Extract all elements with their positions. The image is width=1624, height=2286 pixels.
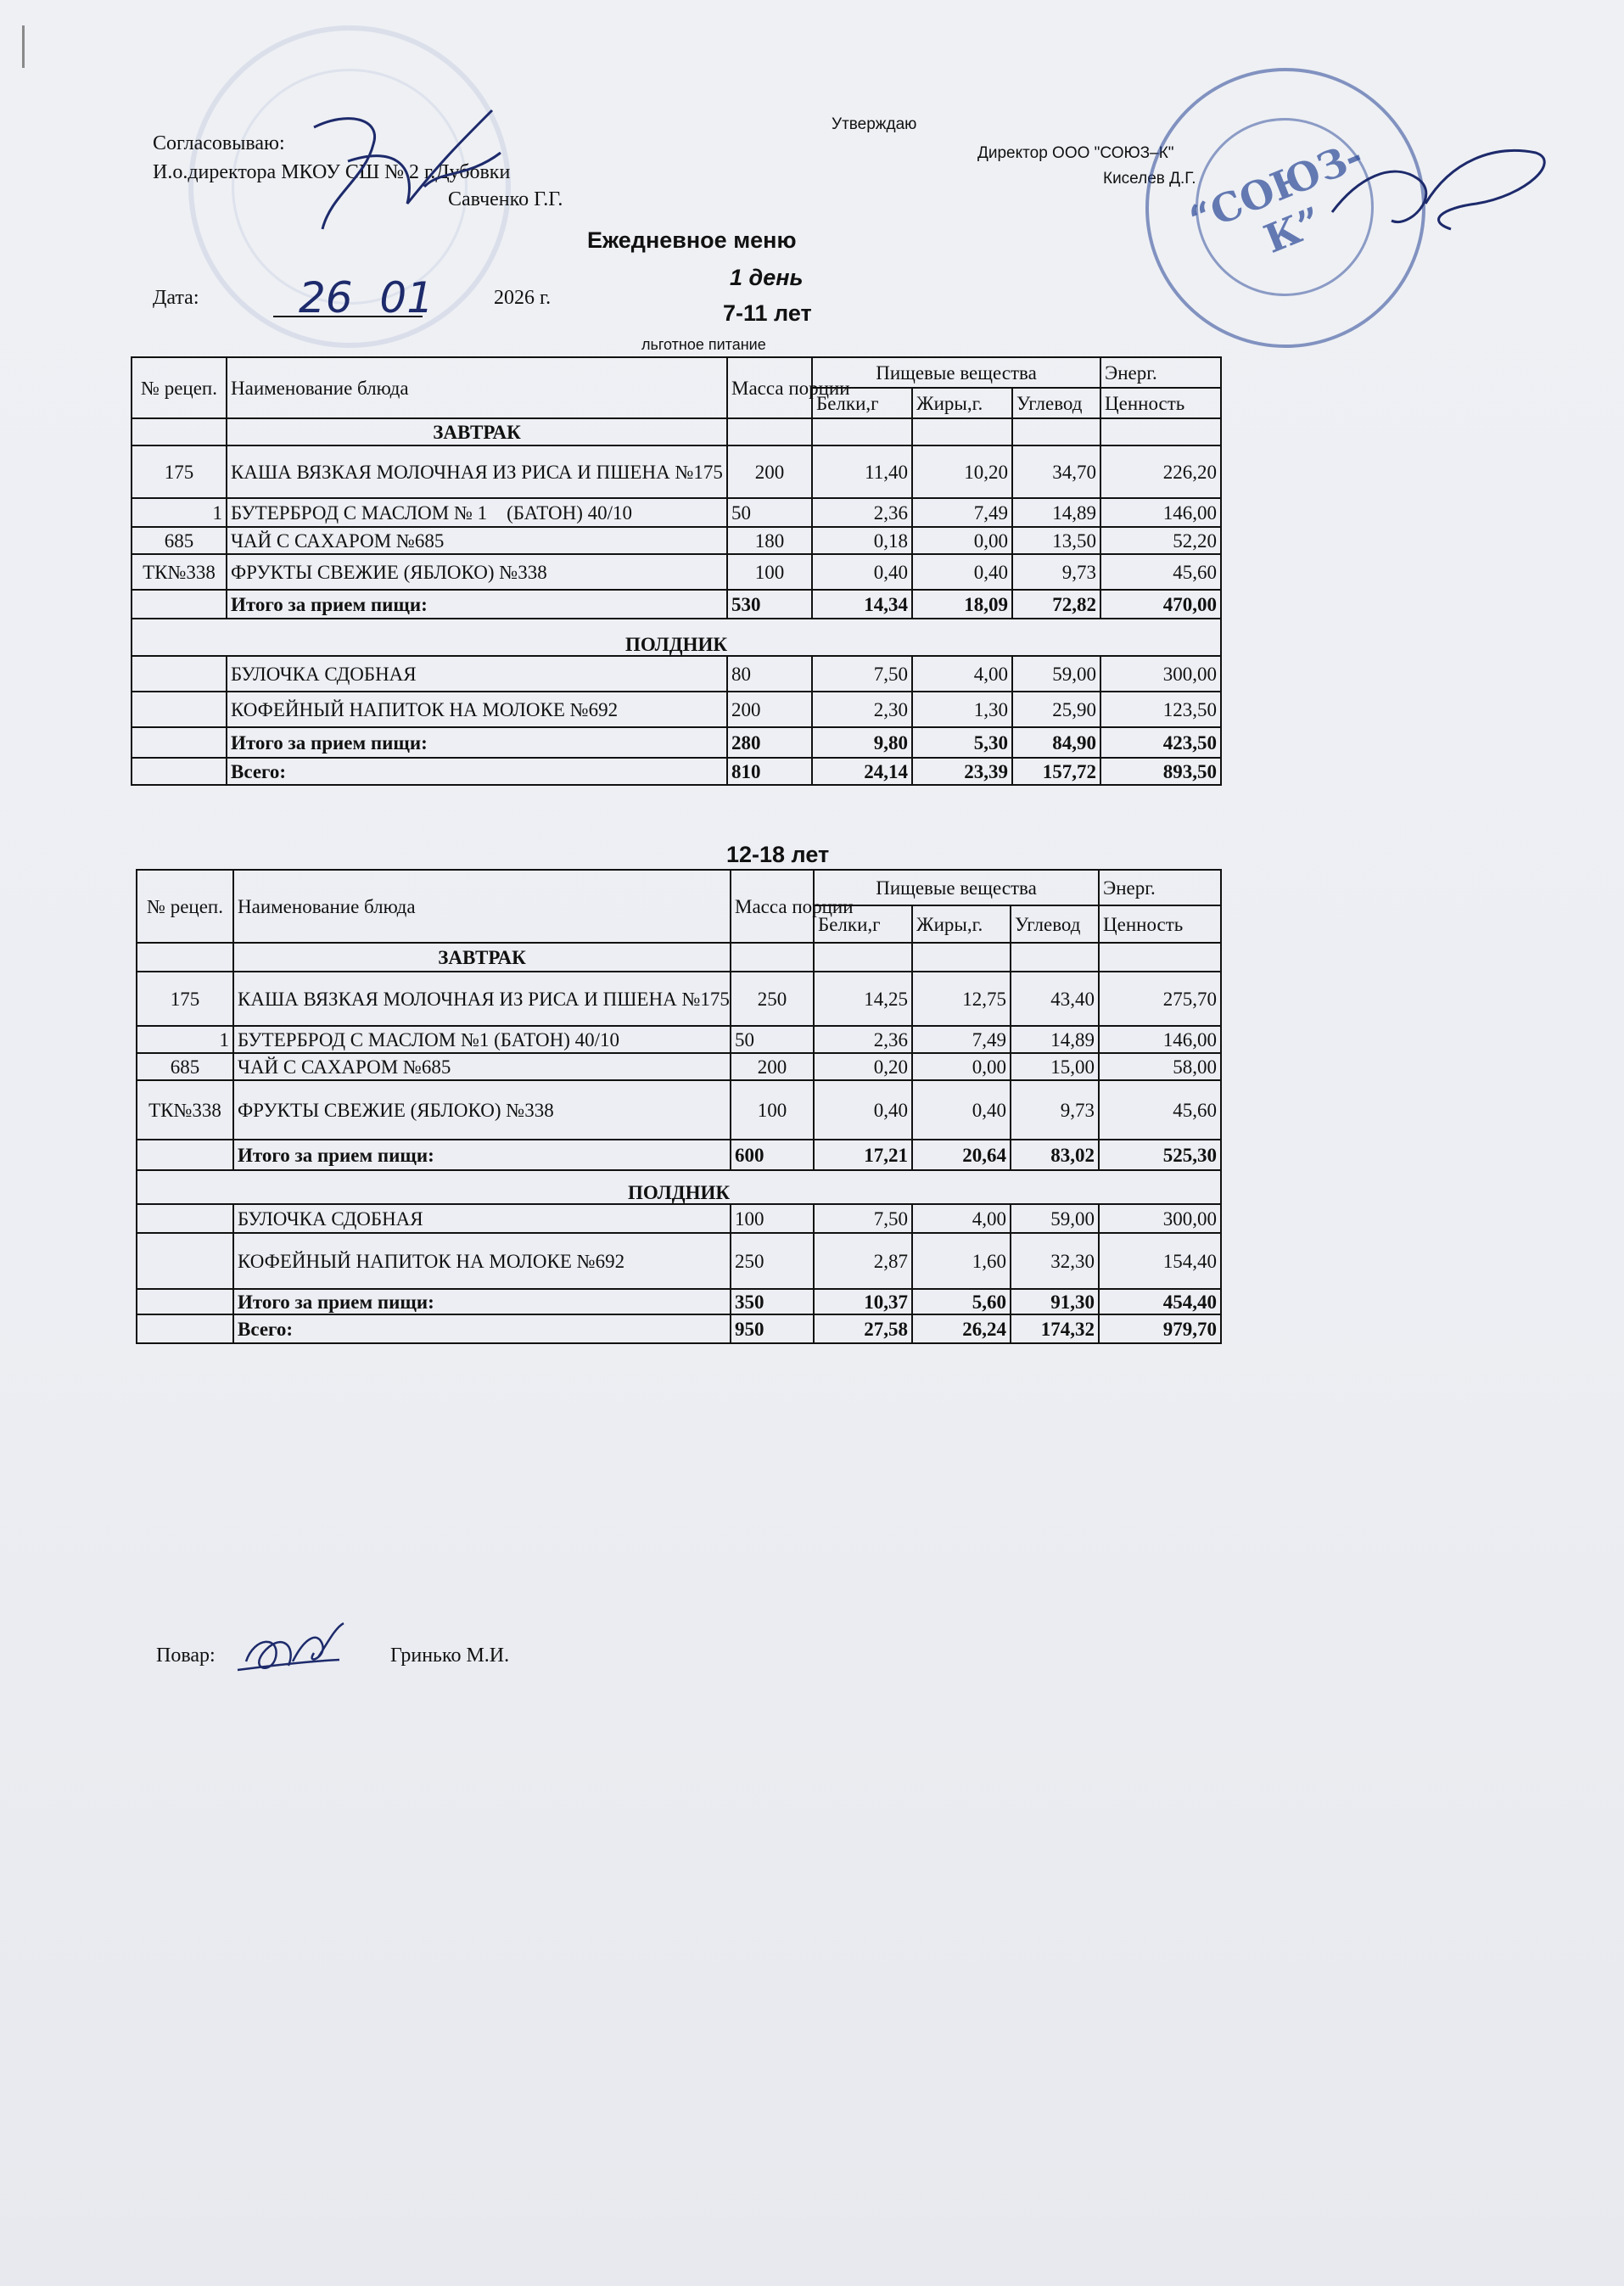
menu-day: 1 день: [730, 265, 804, 290]
col-header-nutrients: Пищевые вещества: [812, 357, 1100, 388]
cell-prot: 0,40: [812, 554, 912, 590]
total-energy: 423,50: [1100, 727, 1221, 758]
cell-energy: 154,40: [1099, 1233, 1221, 1289]
cell-mass: 80: [727, 656, 812, 692]
cell-prot: 2,36: [814, 1026, 912, 1053]
empty-cell: [132, 590, 227, 619]
cell-energy: 52,20: [1100, 527, 1221, 554]
col-header-prot: Белки,г: [812, 388, 912, 418]
cell-mass: 100: [727, 554, 812, 590]
col-header-mass: Масса порции: [727, 357, 812, 418]
cell-mass: 200: [731, 1053, 814, 1080]
empty-cell: [727, 418, 812, 445]
total-label: Итого за прием пищи:: [227, 727, 727, 758]
approve-name: Киселев Д.Г.: [1103, 170, 1196, 188]
cell-mass: 200: [727, 692, 812, 727]
cell-mass: 180: [727, 527, 812, 554]
cell-carb: 15,00: [1011, 1053, 1099, 1080]
cell-mass: 50: [727, 498, 812, 527]
cell-carb: 43,40: [1011, 972, 1099, 1026]
total-mass: 530: [727, 590, 812, 619]
total-prot: 17,21: [814, 1140, 912, 1170]
col-header-mass: Масса порции: [731, 870, 814, 943]
agree-position: И.о.директора МКОУ СШ № 2 г.Дубовки: [153, 161, 511, 183]
cell-carb: 14,89: [1011, 1026, 1099, 1053]
grand-total-label: Всего:: [227, 758, 727, 785]
total-carb: 72,82: [1012, 590, 1100, 619]
col-header-prot: Белки,г: [814, 905, 912, 943]
total-row-snack: [132, 727, 1221, 758]
empty-cell: [812, 418, 912, 445]
menu-table-12-18: [136, 869, 1222, 1344]
section-title: ЗАВТРАК: [233, 943, 731, 972]
total-fat: 20,64: [912, 1140, 1011, 1170]
col-header-num: № рецеп.: [137, 870, 233, 943]
empty-cell: [912, 943, 1011, 972]
total-fat: 18,09: [912, 590, 1012, 619]
cell-energy: 45,60: [1099, 1080, 1221, 1140]
grand-total-fat: 23,39: [912, 758, 1012, 785]
page-edge-mark: [22, 25, 25, 68]
grand-total-label: Всего:: [233, 1314, 731, 1343]
col-header-energy-top: Энерг.: [1100, 357, 1221, 388]
cell-prot: 0,20: [814, 1053, 912, 1080]
cell-num: [132, 692, 227, 727]
cell-prot: 2,87: [814, 1233, 912, 1289]
col-header-energy-bottom: Ценность: [1100, 388, 1221, 418]
cook-label: Повар:: [156, 1644, 216, 1667]
cell-mass: 250: [731, 972, 814, 1026]
cell-name: БУТЕРБРОД С МАСЛОМ № 1 (БАТОН) 40/10: [227, 498, 727, 527]
table-row: [137, 972, 1221, 1026]
menu-title: Ежедневное меню: [587, 227, 797, 253]
total-mass: 350: [731, 1289, 814, 1314]
cell-carb: 13,50: [1012, 527, 1100, 554]
cell-fat: 0,40: [912, 1080, 1011, 1140]
cell-num: 1: [137, 1026, 233, 1053]
cell-num: ТК№338: [137, 1080, 233, 1140]
cell-num: 685: [137, 1053, 233, 1080]
empty-cell: [137, 1314, 233, 1343]
age-group-2: 12-18 лет: [726, 842, 830, 867]
cell-prot: 0,40: [814, 1080, 912, 1140]
cell-carb: 59,00: [1012, 656, 1100, 692]
col-header-carb: Углевод: [1011, 905, 1099, 943]
section-row-breakfast: [137, 943, 1221, 972]
approve-label: Утверждаю: [832, 115, 917, 133]
total-carb: 84,90: [1012, 727, 1100, 758]
approve-position: Директор ООО "СОЮЗ–К": [977, 144, 1174, 162]
age-group-1: 7-11 лет: [723, 300, 812, 326]
table-row: [137, 1233, 1221, 1289]
cell-name: БУТЕРБРОД С МАСЛОМ №1 (БАТОН) 40/10: [233, 1026, 731, 1053]
table-row: [137, 1026, 1221, 1053]
empty-cell: [132, 758, 227, 785]
company-stamp-name: “СОЮЗ-К”: [1183, 132, 1369, 262]
cell-energy: 300,00: [1099, 1204, 1221, 1233]
total-prot: 14,34: [812, 590, 912, 619]
cell-fat: 0,40: [912, 554, 1012, 590]
col-header-energy-bottom: Ценность: [1099, 905, 1221, 943]
grand-total-prot: 24,14: [812, 758, 912, 785]
cell-carb: 32,30: [1011, 1233, 1099, 1289]
total-label: Итого за прием пищи:: [233, 1289, 731, 1314]
empty-cell: [132, 727, 227, 758]
total-fat: 5,30: [912, 727, 1012, 758]
cell-mass: 200: [727, 445, 812, 498]
total-row-breakfast: [132, 590, 1221, 619]
cell-mass: 100: [731, 1204, 814, 1233]
cell-name: ФРУКТЫ СВЕЖИЕ (ЯБЛОКО) №338: [233, 1080, 731, 1140]
grand-total-carb: 174,32: [1011, 1314, 1099, 1343]
col-header-nutrients: Пищевые вещества: [814, 870, 1099, 905]
cell-carb: 25,90: [1012, 692, 1100, 727]
date-value: 26 01: [299, 273, 434, 322]
cell-name: ФРУКТЫ СВЕЖИЕ (ЯБЛОКО) №338: [227, 554, 727, 590]
cell-prot: 7,50: [814, 1204, 912, 1233]
total-label: Итого за прием пищи:: [233, 1140, 731, 1170]
cell-num: 175: [137, 972, 233, 1026]
empty-cell: [137, 1140, 233, 1170]
agree-name: Савченко Г.Г.: [448, 188, 563, 210]
cell-energy: 275,70: [1099, 972, 1221, 1026]
cell-prot: 2,36: [812, 498, 912, 527]
empty-cell: [731, 943, 814, 972]
grand-total-row: [137, 1314, 1221, 1343]
section-title: ПОЛДНИК: [132, 619, 1221, 656]
header-row-top: [137, 870, 1221, 905]
cell-fat: 1,60: [912, 1233, 1011, 1289]
empty-cell: [137, 1289, 233, 1314]
table-row: [132, 527, 1221, 554]
col-header-energy-top: Энерг.: [1099, 870, 1221, 905]
empty-cell: [814, 943, 912, 972]
cook-signature: [238, 1619, 348, 1687]
cell-prot: 0,18: [812, 527, 912, 554]
grand-total-energy: 893,50: [1100, 758, 1221, 785]
cell-energy: 45,60: [1100, 554, 1221, 590]
empty-cell: [1099, 943, 1221, 972]
section-title: ЗАВТРАК: [227, 418, 727, 445]
cell-name: КАША ВЯЗКАЯ МОЛОЧНАЯ ИЗ РИСА И ПШЕНА №175: [227, 445, 727, 498]
cell-energy: 123,50: [1100, 692, 1221, 727]
col-header-fat: Жиры,г.: [912, 388, 1012, 418]
total-row-breakfast: [137, 1140, 1221, 1170]
empty-cell: [132, 418, 227, 445]
total-energy: 454,40: [1099, 1289, 1221, 1314]
cell-fat: 1,30: [912, 692, 1012, 727]
cell-fat: 4,00: [912, 656, 1012, 692]
cell-name: КОФЕЙНЫЙ НАПИТОК НА МОЛОКЕ №692: [227, 692, 727, 727]
table-row: [137, 1053, 1221, 1080]
cell-num: 175: [132, 445, 227, 498]
cell-prot: 7,50: [812, 656, 912, 692]
empty-cell: [912, 418, 1012, 445]
cell-carb: 34,70: [1012, 445, 1100, 498]
total-fat: 5,60: [912, 1289, 1011, 1314]
col-header-name: Наименование блюда: [227, 357, 727, 418]
total-row-snack: [137, 1289, 1221, 1314]
section-row-snack: [137, 1170, 1221, 1204]
cell-num: [132, 656, 227, 692]
grand-total-mass: 810: [727, 758, 812, 785]
cell-fat: 0,00: [912, 527, 1012, 554]
cell-carb: 9,73: [1012, 554, 1100, 590]
cell-mass: 250: [731, 1233, 814, 1289]
cell-fat: 10,20: [912, 445, 1012, 498]
total-prot: 9,80: [812, 727, 912, 758]
menu-subtitle: льготное питание: [641, 336, 766, 353]
cell-num: 685: [132, 527, 227, 554]
cell-fat: 7,49: [912, 498, 1012, 527]
total-energy: 470,00: [1100, 590, 1221, 619]
col-header-name: Наименование блюда: [233, 870, 731, 943]
cell-energy: 146,00: [1100, 498, 1221, 527]
cell-fat: 0,00: [912, 1053, 1011, 1080]
col-header-carb: Углевод: [1012, 388, 1100, 418]
cell-prot: 14,25: [814, 972, 912, 1026]
table-row: [132, 445, 1221, 498]
table-row: [132, 554, 1221, 590]
cell-fat: 12,75: [912, 972, 1011, 1026]
section-title: ПОЛДНИК: [137, 1170, 1221, 1204]
col-header-num: № рецеп.: [132, 357, 227, 418]
cell-fat: 7,49: [912, 1026, 1011, 1053]
empty-cell: [1011, 943, 1099, 972]
grand-total-row: [132, 758, 1221, 785]
date-year: 2026 г.: [494, 287, 552, 309]
cell-prot: 11,40: [812, 445, 912, 498]
director-signature: [297, 93, 518, 238]
cell-energy: 300,00: [1100, 656, 1221, 692]
total-prot: 10,37: [814, 1289, 912, 1314]
table-row: [137, 1204, 1221, 1233]
cell-mass: 50: [731, 1026, 814, 1053]
menu-table-7-11: [131, 356, 1222, 786]
cell-energy: 226,20: [1100, 445, 1221, 498]
cell-name: КОФЕЙНЫЙ НАПИТОК НА МОЛОКЕ №692: [233, 1233, 731, 1289]
grand-total-carb: 157,72: [1012, 758, 1100, 785]
section-row-breakfast: [132, 418, 1221, 445]
cell-name: БУЛОЧКА СДОБНАЯ: [233, 1204, 731, 1233]
cell-energy: 146,00: [1099, 1026, 1221, 1053]
cell-num: ТК№338: [132, 554, 227, 590]
cell-num: 1: [132, 498, 227, 527]
empty-cell: [1012, 418, 1100, 445]
total-mass: 600: [731, 1140, 814, 1170]
cell-name: БУЛОЧКА СДОБНАЯ: [227, 656, 727, 692]
empty-cell: [137, 943, 233, 972]
cell-energy: 58,00: [1099, 1053, 1221, 1080]
col-header-fat: Жиры,г.: [912, 905, 1011, 943]
grand-total-energy: 979,70: [1099, 1314, 1221, 1343]
table-row: [132, 656, 1221, 692]
total-carb: 91,30: [1011, 1289, 1099, 1314]
table-row: [132, 498, 1221, 527]
cell-mass: 100: [731, 1080, 814, 1140]
cell-num: [137, 1204, 233, 1233]
cell-name: ЧАЙ С САХАРОМ №685: [227, 527, 727, 554]
cell-prot: 2,30: [812, 692, 912, 727]
cell-carb: 59,00: [1011, 1204, 1099, 1233]
cell-name: ЧАЙ С САХАРОМ №685: [233, 1053, 731, 1080]
total-energy: 525,30: [1099, 1140, 1221, 1170]
header-row-top: [132, 357, 1221, 388]
grand-total-mass: 950: [731, 1314, 814, 1343]
total-carb: 83,02: [1011, 1140, 1099, 1170]
cell-carb: 14,89: [1012, 498, 1100, 527]
total-label: Итого за прием пищи:: [227, 590, 727, 619]
total-mass: 280: [727, 727, 812, 758]
table-row: [132, 692, 1221, 727]
cell-name: КАША ВЯЗКАЯ МОЛОЧНАЯ ИЗ РИСА И ПШЕНА №175: [233, 972, 731, 1026]
cell-carb: 9,73: [1011, 1080, 1099, 1140]
date-label: Дата:: [153, 287, 199, 309]
agree-label: Согласовываю:: [153, 132, 285, 154]
company-director-signature: [1324, 127, 1561, 255]
table-row: [137, 1080, 1221, 1140]
cell-num: [137, 1233, 233, 1289]
empty-cell: [1100, 418, 1221, 445]
cell-fat: 4,00: [912, 1204, 1011, 1233]
cook-name: Гринько М.И.: [390, 1644, 510, 1667]
section-row-snack: [132, 619, 1221, 656]
grand-total-prot: 27,58: [814, 1314, 912, 1343]
grand-total-fat: 26,24: [912, 1314, 1011, 1343]
